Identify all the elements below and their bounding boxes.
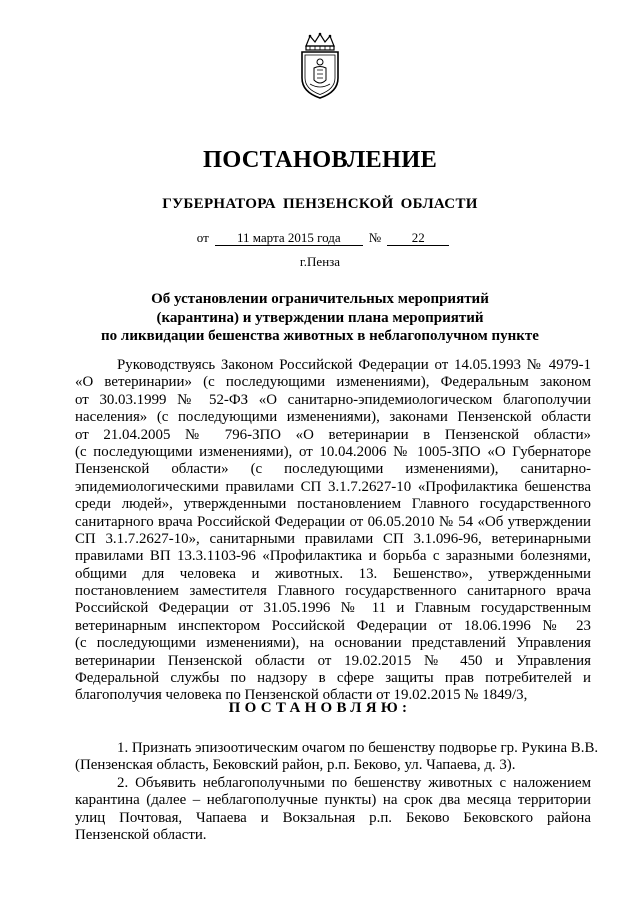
preamble-line: от 21.04.2005 № 796-ЗПО «О ветеринарии в Пензенской области» [75, 426, 591, 443]
preamble-line: общими для человека и животных. 13. Бешенство», утвержденными [75, 565, 591, 582]
penza-region-coat-of-arms-icon [296, 32, 344, 100]
preamble-line: Федеральной службы по надзору в сфере защиты прав потребителей и [75, 670, 591, 687]
item-line: (Пензенская область, Бековский район, р.п. Беково, ул. Чапаева, д. 3). [75, 757, 516, 774]
issuer-heading: ГУБЕРНАТОРА ПЕНЗЕНСКОЙ ОБЛАСТИ [162, 196, 478, 212]
preamble-line: СП 3.1.7.2627-10», санитарными правилами СП 3.1.096-96, ветеринарными [75, 530, 591, 547]
document-title: ПОСТАНОВЛЕНИЕ [202, 146, 438, 173]
preamble-line: населения» (с последующими изменениями), законами Пензенской области [75, 409, 591, 426]
preamble-line: «О ветеринарии» (с последующими изменениями), Федеральным законом [75, 374, 591, 391]
date-prefix: от [196, 230, 209, 245]
item-line: улиц Почтовая, Чапаева и Вокзальная р.п. Беково Бековского района [75, 809, 591, 826]
preamble-line: Пензенской области» (с последующими изменениями), санитарно- [75, 461, 591, 478]
item-line: карантина (далее – неблагополучные пункты) на срок два месяца территории [75, 792, 591, 809]
city-name: г.Пенза [299, 254, 341, 269]
item-line: 1. Признать эпизоотическим очагом по бешенству подворье гр. Рукина В.В. [117, 740, 599, 756]
item-line: Пензенской области. [75, 826, 207, 843]
decree-items [75, 740, 599, 844]
subject-line: Об установлении ограничительных мероприятий [151, 291, 489, 307]
preamble-line: благополучия человека по Пензенской области от 19.02.2015 № 1849/3, [75, 687, 528, 704]
preamble-line: Руководствуясь Законом Российской Федерации от 14.05.1993 № 4979-1 [117, 357, 591, 373]
preamble-line: постановлением заместителя Главного государственного санитарного врача [75, 583, 591, 600]
preamble-line: (с последующими изменениями), от 10.04.2006 № 1005-ЗПО «О Губернаторе [75, 443, 591, 460]
date-number-line [0, 230, 640, 246]
preamble-line: Российской Федерации от 31.05.1996 № 11 и Главным государственным [75, 600, 591, 617]
decree-heading: ПОСТАНОВЛЯЮ: [228, 700, 412, 716]
preamble-line: санитарного врача Российской Федерации от 06.05.2010 № 54 «Об утверждении [75, 513, 591, 530]
item-line: 2. Объявить неблагополучными по бешенству животных с наложением [117, 774, 591, 791]
preamble-line: среди людей», утвержденными постановлением Главного государственного [75, 496, 591, 513]
preamble-line: (с последующими изменениями), на основании представлений Управления [75, 635, 591, 652]
subject-line: (карантина) и утверждении плана мероприятий [156, 309, 484, 326]
number-prefix: № [368, 230, 382, 245]
preamble-line: от 30.03.1999 № 52-ФЗ «О санитарно-эпидемиологическом благополучии [75, 391, 591, 408]
date-value: 11 марта 2015 года [215, 230, 363, 246]
document-subject [60, 290, 580, 346]
preamble-line: правилами ВП 13.3.1103-96 «Профилактика и борьба с заразными болезнями, [75, 548, 591, 565]
number-value: 22 [387, 230, 449, 246]
subject-line: по ликвидации бешенства животных в неблагополучном пункте [101, 328, 539, 344]
preamble-line: ветеринарным инспектором Российской Федерации от 18.06.1996 № 23 [75, 617, 591, 634]
preamble-line: эпидемиологическими правилами СП 3.1.7.2627-10 «Профилактика бешенства [75, 478, 591, 495]
preamble-paragraph [75, 357, 591, 705]
preamble-line: ветеринарии Пензенской области от 19.02.2015 № 450 и Управления [75, 652, 591, 669]
